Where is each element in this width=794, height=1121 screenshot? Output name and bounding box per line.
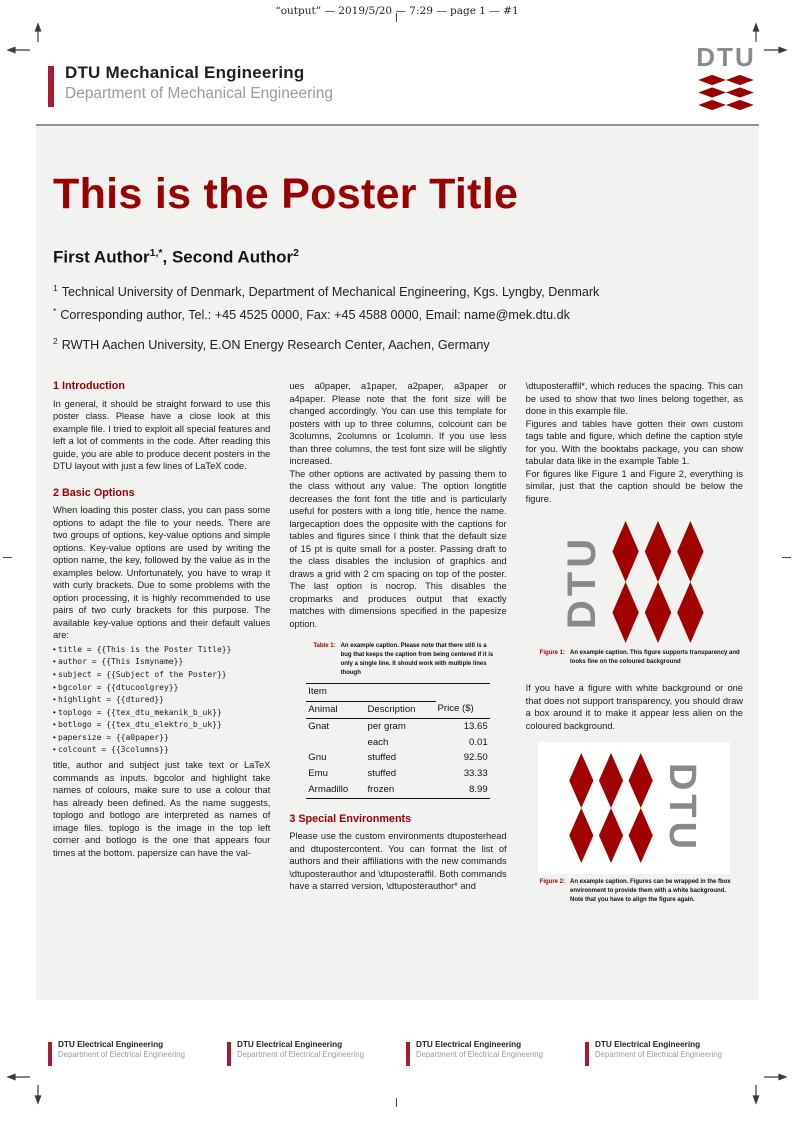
footer-logo-subtitle: Department of Electrical Engineering — [237, 1050, 364, 1059]
example-table — [306, 683, 489, 798]
column-header: Description — [366, 701, 436, 719]
department-logo-subtitle: Department of Mechanical Engineering — [65, 85, 333, 102]
table-group-header: Item — [306, 684, 435, 702]
crop-mark-bottom-right — [750, 1071, 788, 1105]
option-item: • author = {{This Ismyname}} — [53, 656, 270, 669]
dtu-logo-letters: DTU — [661, 763, 704, 854]
option-item: • botlogo = {{tex_dtu_elektro_b_uk}} — [53, 719, 270, 732]
section-1-heading: 1 Introduction — [53, 380, 125, 393]
column-3-paragraph-3: For figures like Figure 1 and Figure 2, everything is similar, just that the caption should be below the figure. — [525, 468, 743, 504]
column-3-paragraph-4: If you have a figure with white background or one that does not support transparency, you should draw a box around it to make it appear less alien on the coloured background. — [525, 683, 743, 731]
poster-body — [36, 124, 759, 1000]
author-2-marker: 2 — [293, 247, 299, 259]
column-2-paragraph-1: ues a0paper, a1paper, a2paper, a3paper or a4paper. Please note that the font size will be changed accordingly. You can use this template for posters with up to three columns, colcount can be 3columns, 2columns or 1column. If you use less than three columns, the test font size will be slightly increased. — [289, 381, 507, 467]
footer-logo-4 — [585, 1040, 745, 1066]
table-row: Gnat per gram 13.65 — [308, 720, 488, 732]
figure-2-caption-text: An example caption. Figures can be wrapped in the fbox environment to provide them with a white background. Note that you have to align the figure again. — [570, 879, 731, 904]
dtu-waves-icon — [567, 753, 655, 863]
affiliations — [53, 279, 759, 356]
department-logo — [48, 63, 333, 107]
figure-1-caption-label: Figure 1: — [539, 650, 565, 657]
column-1 — [53, 380, 270, 910]
footer-logo-subtitle: Department of Electrical Engineering — [58, 1050, 185, 1059]
logo-red-bar — [48, 66, 54, 107]
option-item: • papersize = {{a0paper}} — [53, 732, 270, 745]
logo-red-bar — [48, 1042, 52, 1066]
table-row: Emu stuffed 33.33 — [308, 767, 488, 779]
footer-logo-subtitle: Department of Electrical Engineering — [416, 1050, 543, 1059]
section-2-heading: 2 Basic Options — [53, 486, 135, 499]
dtu-logo — [695, 44, 757, 116]
dtu-logo-rotated-ccw — [559, 519, 709, 645]
affiliation-2 — [53, 332, 759, 355]
table-group-row — [306, 684, 489, 702]
option-item: • title = {{This is the Poster Title}} — [53, 644, 270, 657]
footer-logo-subtitle: Department of Electrical Engineering — [595, 1050, 722, 1059]
column-header: Animal — [306, 701, 365, 719]
logo-red-bar — [406, 1042, 410, 1066]
affiliation-1-text: Technical University of Denmark, Department of Mechanical Engineering, Kgs. Lyngby, Denmark — [61, 284, 600, 299]
table-1-caption — [313, 642, 498, 678]
dtu-logo-letters: DTU — [696, 42, 756, 72]
logo-red-bar — [585, 1042, 589, 1066]
author-1: First Author — [53, 247, 150, 267]
dtu-waves-icon — [610, 521, 706, 643]
footer-logo-title: DTU Electrical Engineering — [595, 1040, 701, 1049]
dtu-logo-rotated-cw — [559, 752, 709, 864]
affiliation-1-marker: 1 — [53, 282, 58, 293]
figure-1-caption-text: An example caption. This figure supports transparency and looks fine on the coloured background — [570, 650, 740, 666]
table-1-caption-text: An example caption. Please note that there still is a bug that keeps the caption from being centered if it is only a single line. It should work with multiple lines though — [340, 643, 494, 677]
column-3 — [526, 380, 743, 910]
column-3-paragraph-2: Figures and tables have gotten their own custom tags table and figure, which define the caption style for you. With the booktabs package, you can show tabular data like in the example Table 1. — [525, 418, 743, 467]
option-item: • highlight = {{dtured}} — [53, 694, 270, 707]
table-row: each 0.01 — [367, 736, 488, 748]
section-2-paragraph-2: title, author and subject just take text or LaTeX commands as inputs. bgcolor and highlight take names of colours, make sure to use a colour that has already been defined. As the name suggests, toplogo and botlogo are interpreted as names of image files. toplogo is the image in the top left corner and botlogo is the one that appears four times at the bottom. papersize can have the val- — [53, 760, 271, 858]
footer-logos — [48, 1040, 745, 1066]
footer-logo-1 — [48, 1040, 208, 1066]
figure-2-caption — [540, 878, 741, 905]
footer-logo-title: DTU Electrical Engineering — [237, 1040, 343, 1049]
figure-1-caption — [540, 649, 741, 667]
column-3-paragraph-1: \dtuposteraffil*, which reduces the spacing. This can be used to show that two lines belong together, as done in this example file. — [525, 381, 743, 417]
section-2-paragraph: When loading this poster class, you can pass some options to adapt the file to your needs. There are two groups of options, key-value options and simple options. Key-value options are used by writing the option name, the key, followed by the value as in the examples below. Unfortunately, you have to wrap it with curly brackets. Due to some problems with the option processing, it is highly recommended to use pairs of two curly brackets for this purpose. The available key-value options and their default values are: — [53, 505, 271, 641]
affiliation-2-marker: 2 — [53, 336, 58, 347]
table-1-block — [291, 642, 504, 798]
section-1-paragraph: In general, it should be straight forward to use this poster class. Please have a close look at this example file. I tried to exploit all special features and left a lot of comments in the code. After reading this guide, you are able to produce decent posters in the DTU layout with just a few lines of LaTeX code. — [53, 398, 271, 472]
footer-logo-title: DTU Electrical Engineering — [58, 1040, 164, 1049]
section-3-heading: 3 Special Environments — [289, 812, 412, 825]
option-list — [53, 644, 270, 757]
crop-mark-bottom-left — [6, 1071, 44, 1105]
table-row: Gnu stuffed 92.50 — [308, 752, 488, 764]
table-row: Armadillo frozen 8.99 — [308, 783, 488, 795]
table-group-spacer — [436, 684, 490, 702]
figure-2-image — [538, 742, 730, 874]
crop-header-text: “output” — 2019/5/20 — 7:29 — page 1 — #1 — [275, 5, 519, 17]
logo-red-bar — [227, 1042, 231, 1066]
crop-tick-bottom-center — [396, 1098, 397, 1107]
column-2-paragraph-2: The other options are activated by passing them to the class without any value. The option longtitle decreases the font font the title and is particularly useful for posters with a long title, hence the name. largecaption does the opposite with the captions for tables and figures since I think that the default size of 15 pt is quite small for a poster. Passing draft to the class disables the inclusion of graphics and draws a grid with 2 cm spacing on top of the poster. The last option is nocrop. This disables the cropmarks and produces output that exactly matches with dimensions specified in the papesize option. — [289, 468, 507, 629]
author-2: Second Author — [171, 247, 294, 267]
affiliation-corresponding-marker: * — [53, 305, 57, 316]
spacer — [526, 672, 743, 682]
footer-logo-3 — [406, 1040, 566, 1066]
author-separator: , — [162, 247, 172, 267]
table-header-row — [306, 701, 489, 719]
figure-2-caption-label: Figure 2: — [539, 879, 565, 886]
affiliation-corresponding-text: Corresponding author, Tel.: +45 4525 0000, Fax: +45 4588 0000, Email: name@mek.dtu.dk — [60, 308, 570, 323]
option-item: • colcount = {{3columns}} — [53, 744, 270, 757]
crop-mark-top-left — [6, 22, 44, 56]
section-3-paragraph: Please use the custom environments dtuposterhead and dtupostercontent. You can format the list of authors and their affiliations with the new commands \dtuposterauthor and \dtuposteraffil. Both commands have a starred version, \dtuposterauthor* and — [289, 831, 507, 892]
affiliation-corresponding — [53, 302, 759, 325]
column-header: Price ($) — [436, 701, 490, 719]
author-1-marker: 1,* — [149, 247, 163, 259]
dtu-logo-letters: DTU — [560, 535, 605, 630]
figure-1-image — [559, 519, 709, 645]
dtu-waves-icon — [698, 74, 754, 111]
crop-tick-middle-left — [3, 557, 12, 558]
author-line — [53, 247, 759, 268]
option-item: • subject = {{Subject of the Poster}} — [53, 669, 270, 682]
column-2 — [289, 380, 506, 910]
crop-tick-middle-right — [782, 557, 791, 558]
footer-logo-title: DTU Electrical Engineering — [416, 1040, 522, 1049]
option-item: • toplogo = {{tex_dtu_mekanik_b_uk}} — [53, 707, 270, 720]
poster-columns — [53, 380, 743, 910]
department-logo-title: DTU Mechanical Engineering — [65, 63, 305, 82]
option-item: • bgcolor = {{dtucoolgrey}} — [53, 682, 270, 695]
affiliation-1 — [53, 279, 759, 302]
table-1-caption-label: Table 1: — [313, 643, 336, 650]
poster-title: This is the Poster Title — [53, 170, 519, 218]
footer-logo-2 — [227, 1040, 387, 1066]
affiliation-2-text: RWTH Aachen University, E.ON Energy Research Center, Aachen, Germany — [61, 338, 490, 353]
